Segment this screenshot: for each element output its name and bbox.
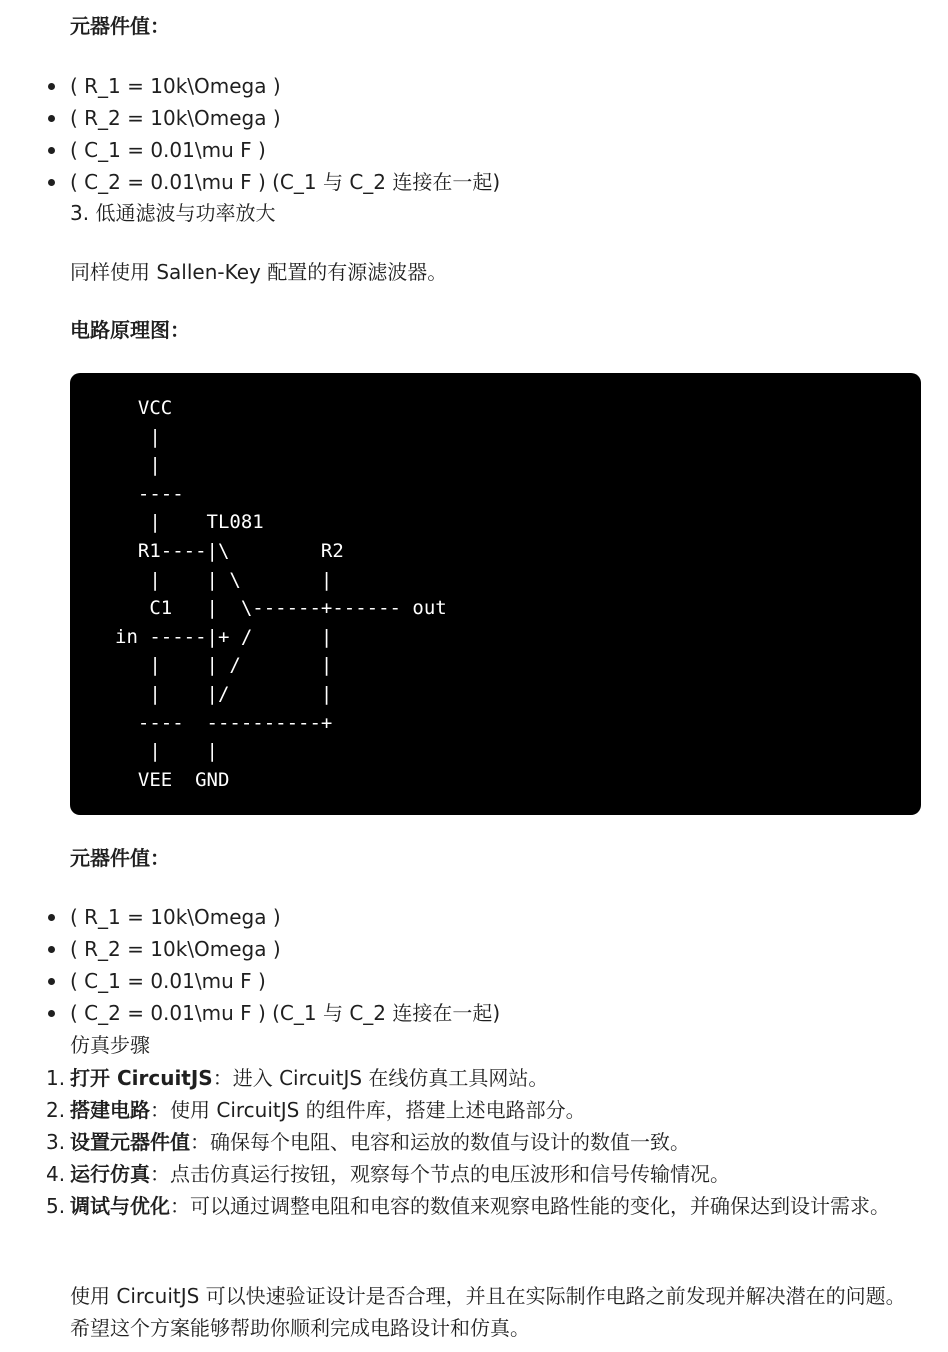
bullet-icon <box>48 115 55 122</box>
list-item: ( C_1 = 0.01\mu F ) <box>0 134 500 166</box>
list-item: 3. 设置元器件值：确保每个电阻、电容和运放的数值与设计的数值一致。 <box>46 1130 690 1154</box>
list-item: ( R_2 = 10k\Omega ) <box>0 102 500 134</box>
bullet-icon <box>48 179 55 186</box>
bullet-icon <box>48 978 55 985</box>
code-block <box>70 373 921 815</box>
list-item: ( R_1 = 10k\Omega ) <box>0 901 500 933</box>
list-item: ( C_1 = 0.01\mu F ) <box>0 965 500 997</box>
list-item: ( R_1 = 10k\Omega ) <box>0 70 500 102</box>
list-item: ( R_2 = 10k\Omega ) <box>0 933 500 965</box>
bullet-icon <box>48 147 55 154</box>
list-item: 2. 搭建电路：使用 CircuitJS 的组件库，搭建上述电路部分。 <box>46 1098 586 1122</box>
circuit-schematic: VCC | | ---- | TL081 R1----|\ R2 | | \ | C1 | \------+------ out in -----|+ / | | | / | | |/ | ---- ----------+ | | VEE GND <box>115 397 447 791</box>
closing-paragraph: 使用 CircuitJS 可以快速验证设计是否合理，并且在实际制作电路之前发现并解决潜在的问题。希望这个方案能够帮助你顺利完成电路设计和仿真。 <box>70 1284 906 1340</box>
component-values-heading: 元器件值： <box>70 846 170 870</box>
simulation-steps-list <box>0 1062 910 1222</box>
list-item: 5. 调试与优化：可以通过调整电阻和电容的数值来观察电路性能的变化，并确保达到设计需求。 <box>46 1194 890 1218</box>
schematic-heading: 电路原理图： <box>70 318 190 342</box>
section-intro: 同样使用 Sallen-Key 配置的有源滤波器。 <box>70 260 448 284</box>
component-values-list <box>0 70 500 198</box>
list-item: ( C_2 = 0.01\mu F ) (C_1 与 C_2 连接在一起) <box>0 997 500 1029</box>
section-title: 3. 低通滤波与功率放大 <box>70 201 276 225</box>
bullet-icon <box>48 914 55 921</box>
bullet-icon <box>48 946 55 953</box>
list-item: 4. 运行仿真：点击仿真运行按钮，观察每个节点的电压波形和信号传输情况。 <box>46 1162 730 1186</box>
simulation-title: 仿真步骤 <box>70 1033 150 1057</box>
component-values-list <box>0 901 500 1029</box>
bullet-icon <box>48 1010 55 1017</box>
component-values-heading: 元器件值： <box>70 14 170 38</box>
list-item: 1. 打开 CircuitJS：进入 CircuitJS 在线仿真工具网站。 <box>46 1066 549 1090</box>
bullet-icon <box>48 83 55 90</box>
list-item: ( C_2 = 0.01\mu F ) (C_1 与 C_2 连接在一起) <box>0 166 500 198</box>
